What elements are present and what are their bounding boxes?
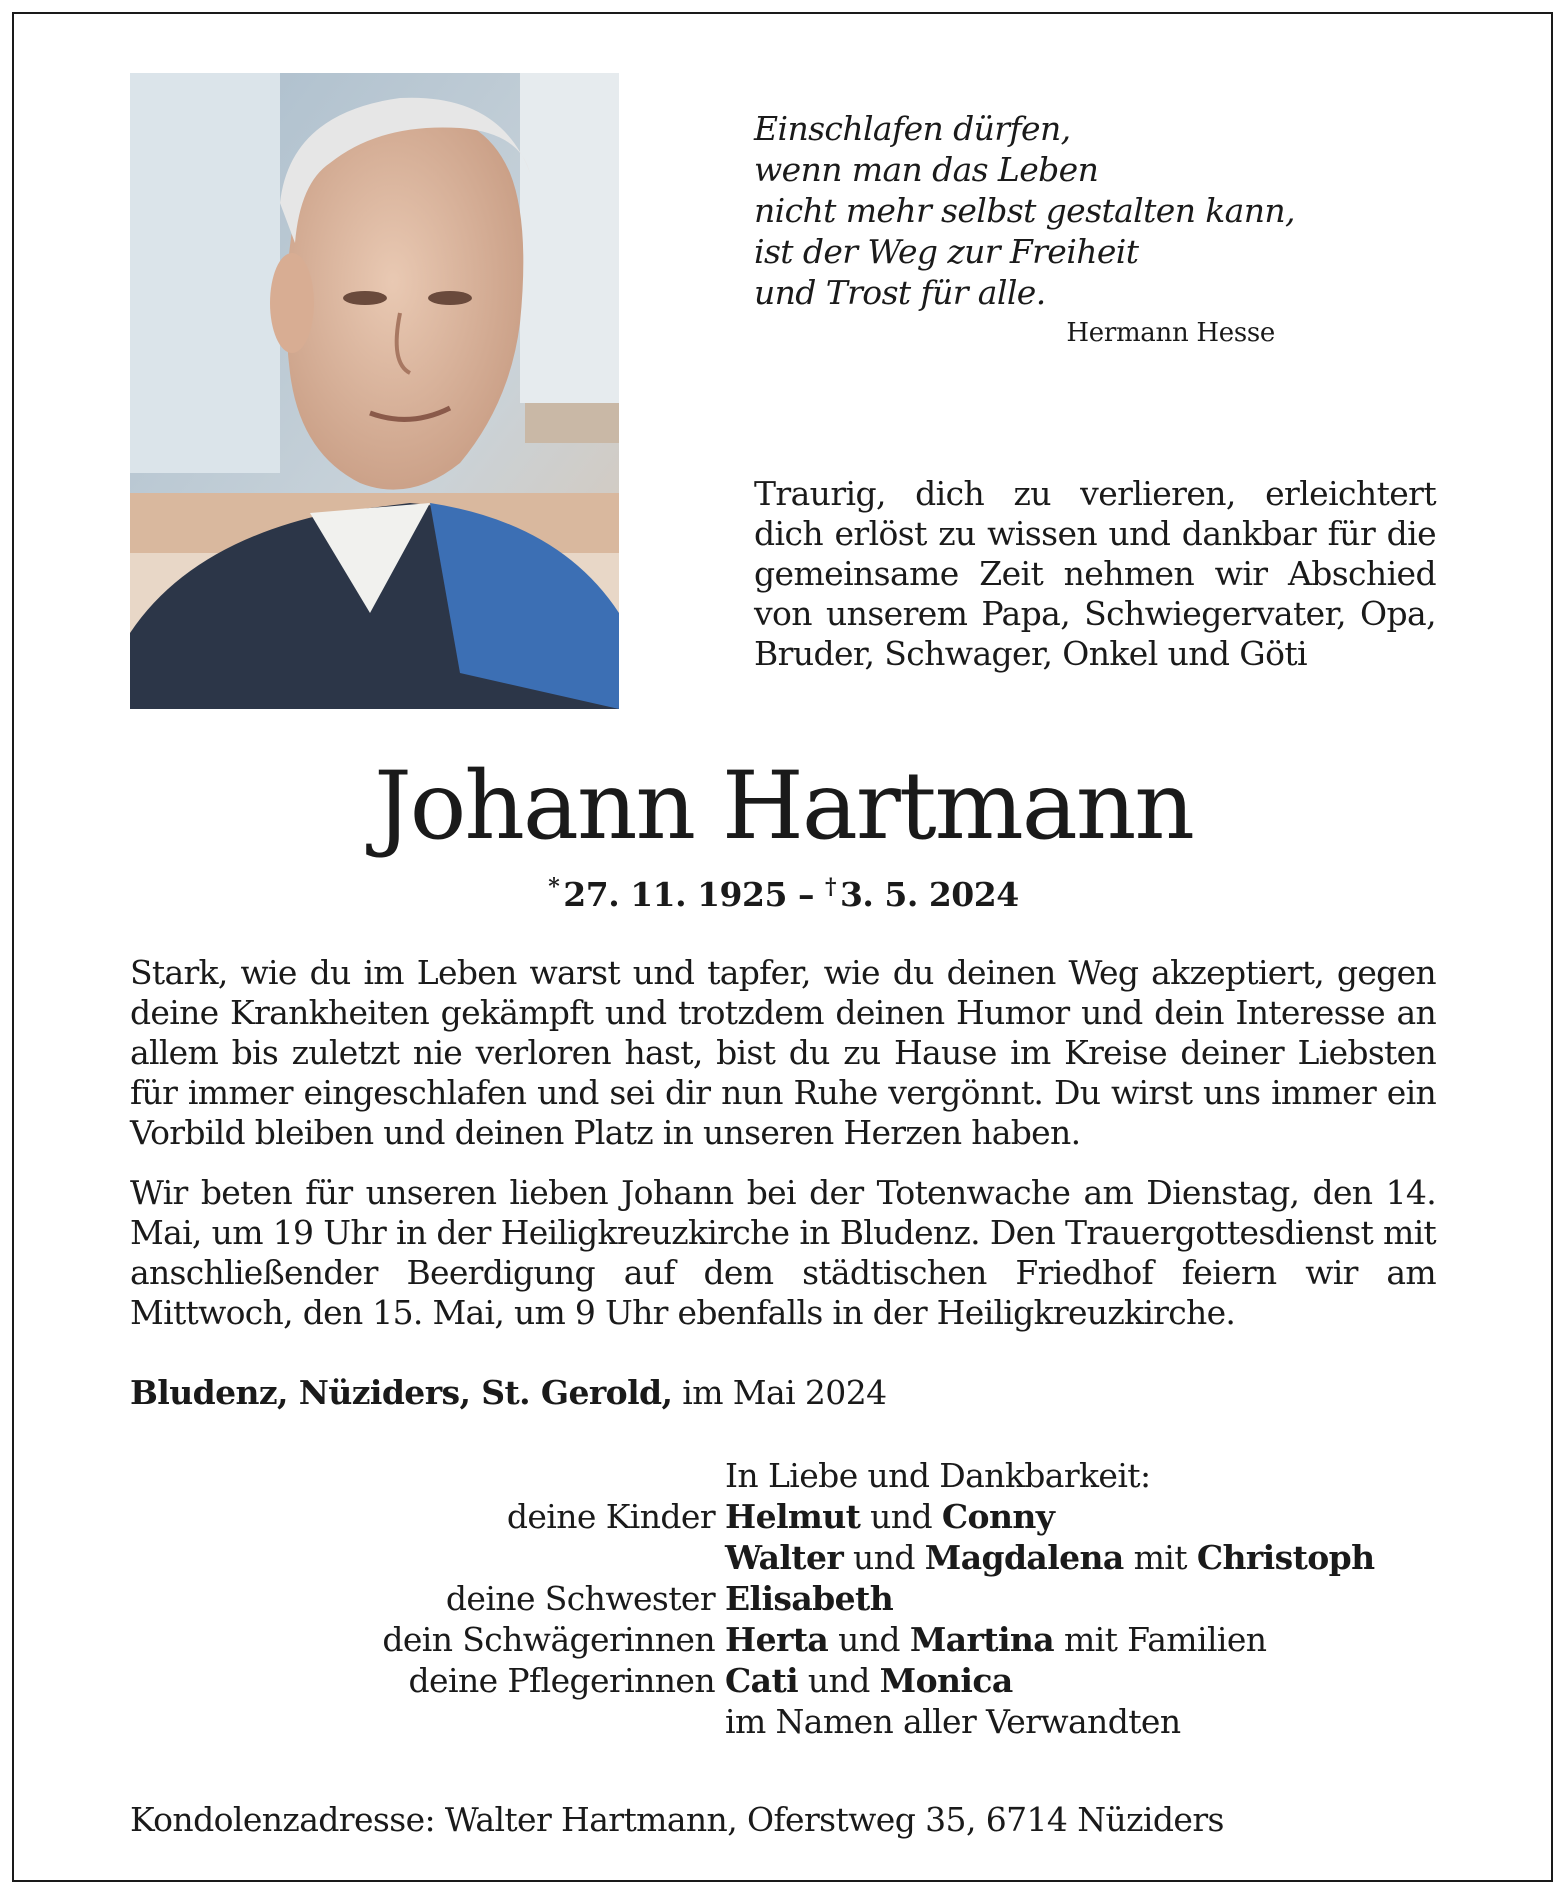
family-name: Magdalena xyxy=(924,1538,1124,1577)
family-name: Herta xyxy=(725,1620,829,1659)
family-list xyxy=(0,1455,1567,1742)
family-row xyxy=(0,1537,1567,1578)
family-name: Walter xyxy=(725,1538,844,1577)
family-relation: deine Kinder xyxy=(506,1497,715,1536)
portrait-photo xyxy=(130,73,619,709)
family-conjunction: und xyxy=(870,1497,932,1536)
quote-line: und Trost für alle. xyxy=(754,273,1046,312)
family-row xyxy=(0,1660,1567,1701)
quote-author: Hermann Hesse xyxy=(1066,318,1275,348)
birth-symbol: * xyxy=(548,874,560,900)
family-row xyxy=(0,1619,1567,1660)
family-relation: dein Schwägerinnen xyxy=(382,1620,715,1659)
family-row xyxy=(0,1578,1567,1619)
place-locations: Bludenz, Nüziders, St. Gerold, xyxy=(130,1373,673,1412)
family-conjunction: mit xyxy=(1133,1538,1187,1577)
quote-line: ist der Weg zur Freiheit xyxy=(754,232,1139,271)
place-date-line xyxy=(130,1373,887,1412)
quote-line: Einschlafen dürfen, xyxy=(754,109,1071,148)
family-relation: deine Pflegerinnen xyxy=(408,1661,715,1700)
family-closing: im Namen aller Verwandten xyxy=(725,1702,1181,1741)
family-relation: deine Schwester xyxy=(445,1579,715,1618)
family-intro: In Liebe und Dankbarkeit: xyxy=(725,1456,1151,1495)
family-conjunction: und xyxy=(807,1661,870,1700)
life-dates xyxy=(0,874,1567,914)
quote-line: wenn man das Leben xyxy=(754,150,1099,189)
family-name: Monica xyxy=(879,1661,1013,1700)
family-name: Conny xyxy=(941,1497,1055,1536)
family-conjunction: und xyxy=(838,1620,900,1659)
death-date: 3. 5. 2024 xyxy=(839,875,1019,914)
intro-text: Traurig, dich zu verlieren, erleichtert dich erlöst zu wissen und dankbar für die gemeinsame Zeit nehmen wir Abschied von unserem Papa, Schwiegervater, Opa, Bruder, Schwager, Onkel und Göti xyxy=(754,474,1436,673)
service-paragraph: Wir beten für unseren lieben Johann bei der Totenwache am Dienstag, den 14. Mai, um 19 Uhr in der Heiligkreuzkirche in Bludenz. Den Trauergottesdienst mit anschließender Beerdigung auf dem städtischen Friedhof feiern wir am Mittwoch, den 15. Mai, um 9 Uhr ebenfalls in der Heiligkreuzkirche. xyxy=(130,1173,1436,1332)
place-date: im Mai 2024 xyxy=(682,1373,887,1412)
condolence-address: Kondolenzadresse: Walter Hartmann, Oferstweg 35, 6714 Nüziders xyxy=(130,1800,1224,1839)
birth-date: 27. 11. 1925 xyxy=(563,875,787,914)
family-name: Martina xyxy=(909,1620,1055,1659)
death-symbol: † xyxy=(824,874,836,900)
family-conjunction: und xyxy=(853,1538,915,1577)
family-suffix: mit Familien xyxy=(1063,1620,1267,1659)
family-name: Cati xyxy=(725,1661,799,1700)
hesse-quote xyxy=(754,108,1295,313)
portrait-illustration xyxy=(130,73,619,709)
date-separator: – xyxy=(797,875,814,914)
family-row xyxy=(0,1496,1567,1537)
tribute-paragraph: Stark, wie du im Leben warst und tapfer, wie du deinen Weg akzeptiert, gegen deine Krankheiten gekämpft und trotzdem deinen Humor und dein Interesse an allem bis zuletzt nie verloren hast, bist du zu Hause im Kreise deiner Liebsten für immer eingeschlafen und sei dir nun Ruhe vergönnt. Du wirst uns immer ein Vorbild bleiben und deinen Platz in unseren Herzen haben. xyxy=(130,953,1436,1152)
deceased-name: Johann Hartmann xyxy=(374,752,1193,861)
family-name: Christoph xyxy=(1196,1538,1375,1577)
quote-line: nicht mehr selbst gestalten kann, xyxy=(754,191,1295,230)
family-name: Helmut xyxy=(725,1497,861,1536)
family-name: Elisabeth xyxy=(725,1579,894,1618)
